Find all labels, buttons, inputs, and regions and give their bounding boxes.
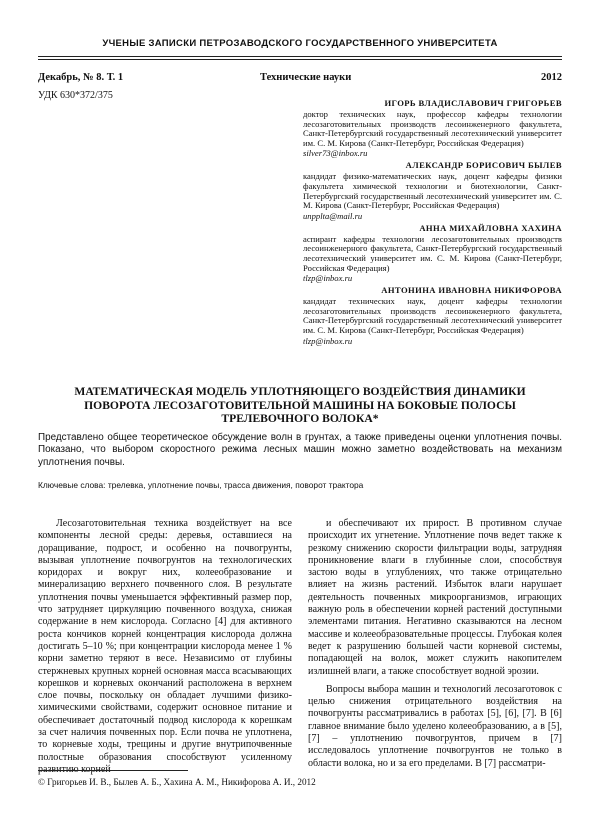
header-rule-bottom xyxy=(38,59,562,60)
header-rule-top xyxy=(38,56,562,57)
journal-title: УЧЕНЫЕ ЗАПИСКИ ПЕТРОЗАВОДСКОГО ГОСУДАРСТВЕННОГО УНИВЕРСИТЕТА xyxy=(102,38,498,49)
author-email: tlzp@inbox.ru xyxy=(303,273,353,284)
author-entry xyxy=(303,98,562,158)
issue-label: Декабрь, № 8. Т. 1 xyxy=(38,72,124,83)
author-affiliation: кандидат технических наук, доцент кафедры технологии лесозаготовительных производств лесоинженерного факультета, Санкт-Петербургский государственный лесотехнический университет им. С. М. Кирова (Санкт-Петербург, Российская Федерация) xyxy=(303,296,562,335)
section-label: Технические науки xyxy=(260,72,352,83)
abstract: Представлено общее теоретическое обсуждение волн в грунтах, а также приведены оценки уплотнения почвы. Показано, что выбором скоростного режима лесных машин можно заметно воздействовать на механизм уплотнения почвы. xyxy=(38,432,562,468)
author-entry xyxy=(303,285,562,345)
copyright-footer: © Григорьев И. В., Былев А. Б., Хахина А. М., Никифорова А. И., 2012 xyxy=(38,777,316,787)
author-affiliation: доктор технических наук, профессор кафедры технологии лесозаготовительных производств лесоинженерного факультета, Санкт-Петербургский государственный лесотехнический университет им. С. М. Кирова (Санкт-Петербург, Российская Федерация) xyxy=(303,109,562,148)
footnote-rule xyxy=(38,770,188,771)
body-column-right xyxy=(308,518,562,776)
keywords: Ключевые слова: трелевка, уплотнение почвы, трасса движения, поворот трактора xyxy=(38,480,364,490)
authors-block xyxy=(303,98,562,348)
body-paragraph: Вопросы выбора машин и технологий лесозаготовок с целью снижения отрицательного воздействия на почвогрунты рассматривались в работах [5], [6], [7]. В [6] главное внимание было уделено колееобразованию, а в [5], [7] – уплотнению почвогрунтов, причем в [7] исследовалось уплотнение почвогрунтов не только в области волока, но и за его пределами. В [7] рассматри- xyxy=(308,683,562,769)
author-affiliation: аспирант кафедры технологии лесозаготовительных производств лесоинженерного факультета, Санкт-Петербургский государственный лесотехнический университет им. С. М. Кирова (Санкт-Петербург, Российская Федерация) xyxy=(303,233,562,273)
author-name: ИГОРЬ ВЛАДИСЛАВОВИЧ ГРИГОРЬЕВ xyxy=(384,98,562,108)
body-column-left xyxy=(38,518,292,782)
author-name: АЛЕКСАНДР БОРИСОВИЧ БЫЛЕВ xyxy=(405,160,562,171)
issue-meta-row xyxy=(38,72,562,86)
udk-code: УДК 630*372/375 xyxy=(38,90,113,101)
author-name: АННА МИХАЙЛОВНА ХАХИНА xyxy=(419,222,562,233)
author-entry xyxy=(303,160,562,220)
body-paragraph: и обеспечивают их прирост. В противном случае происходит их угнетение. Уплотнение почв ведет также к резкому снижению скорости фильтрации воды, затрудняя проникновение влаги в глубинные слои, способствуя застою воды в углублениях, что также отрицательно влияет на жизнь растений. Избыток влаги нарушает деятельность почвенных микроорганизмов, играющих важную роль в обеспечении корней растений доступными элементами питания. Негативно сказываются на лесном массиве и колееобразовательные процессы. Глубокая колея ведет к разрушению большей части корневой системы, попадающей на волок, может служить накопителем излишней влаги, а также способствует водной эрозии. xyxy=(308,518,562,677)
author-email: tlzp@inbox.ru xyxy=(303,335,353,346)
author-entry xyxy=(303,223,562,283)
article-title: МАТЕМАТИЧЕСКАЯ МОДЕЛЬ УПЛОТНЯЮЩЕГО ВОЗДЕЙСТВИЯ ДИНАМИКИ ПОВОРОТА ЛЕСОЗАГОТОВИТЕЛЬНОЙ МАШИНЫ НА БОКОВЫЕ ПОЛОСЫ ТРЕЛЕВОЧНОГО ВОЛОКА* xyxy=(74,385,526,425)
body-paragraph: Лесозаготовительная техника воздействует на все компоненты лесной среды: деревья, оставшиеся на доращивание, подрост, и особенно на почвогрунты, вызывая уплотнение почвогрунтов на технологических коридорах и вокруг них, колееобразование и минерализацию верхнего почвенного слоя. В результате уплотнения почвы уменьшается эффективный размер пор, что затрудняет циркуляцию почвенного воздуха, снижая содержание в нем кислорода. Согласно [4] для активного роста кончиков корней концентрация кислорода должна достигать 5–10 %; при концентрации кислорода менее 1 % корни заметно теряют в весе. Независимо от глубины стержневых крупных корней основная масса всасывающих корешков и корневых окончаний расположена в верхнем слое почвы, поскольку он обладает лучшими физико-химическими свойствами, содержит основное питание и обеспечивает достаточный подвод кислорода к корешкам за счет наличия почвенных пор. Если почва не уплотнена, то корневые ходы, трещины и другие внутрипочвенные полостные образования способствуют усиленному развитию корней xyxy=(38,518,292,775)
year-label: 2012 xyxy=(541,72,562,83)
author-affiliation: кандидат физико-математических наук, доцент кафедры физики факультета химической технологии и биотехнологии, Санкт-Петербургский государственный лесотехнический университет им. С. М. Кирова (Санкт-Петербург, Российская Федерация) xyxy=(303,171,562,211)
author-email: silver73@inbox.ru xyxy=(303,148,368,159)
author-name: АНТОНИНА ИВАНОВНА НИКИФОРОВА xyxy=(381,285,562,296)
author-email: unpplta@mail.ru xyxy=(303,210,363,221)
